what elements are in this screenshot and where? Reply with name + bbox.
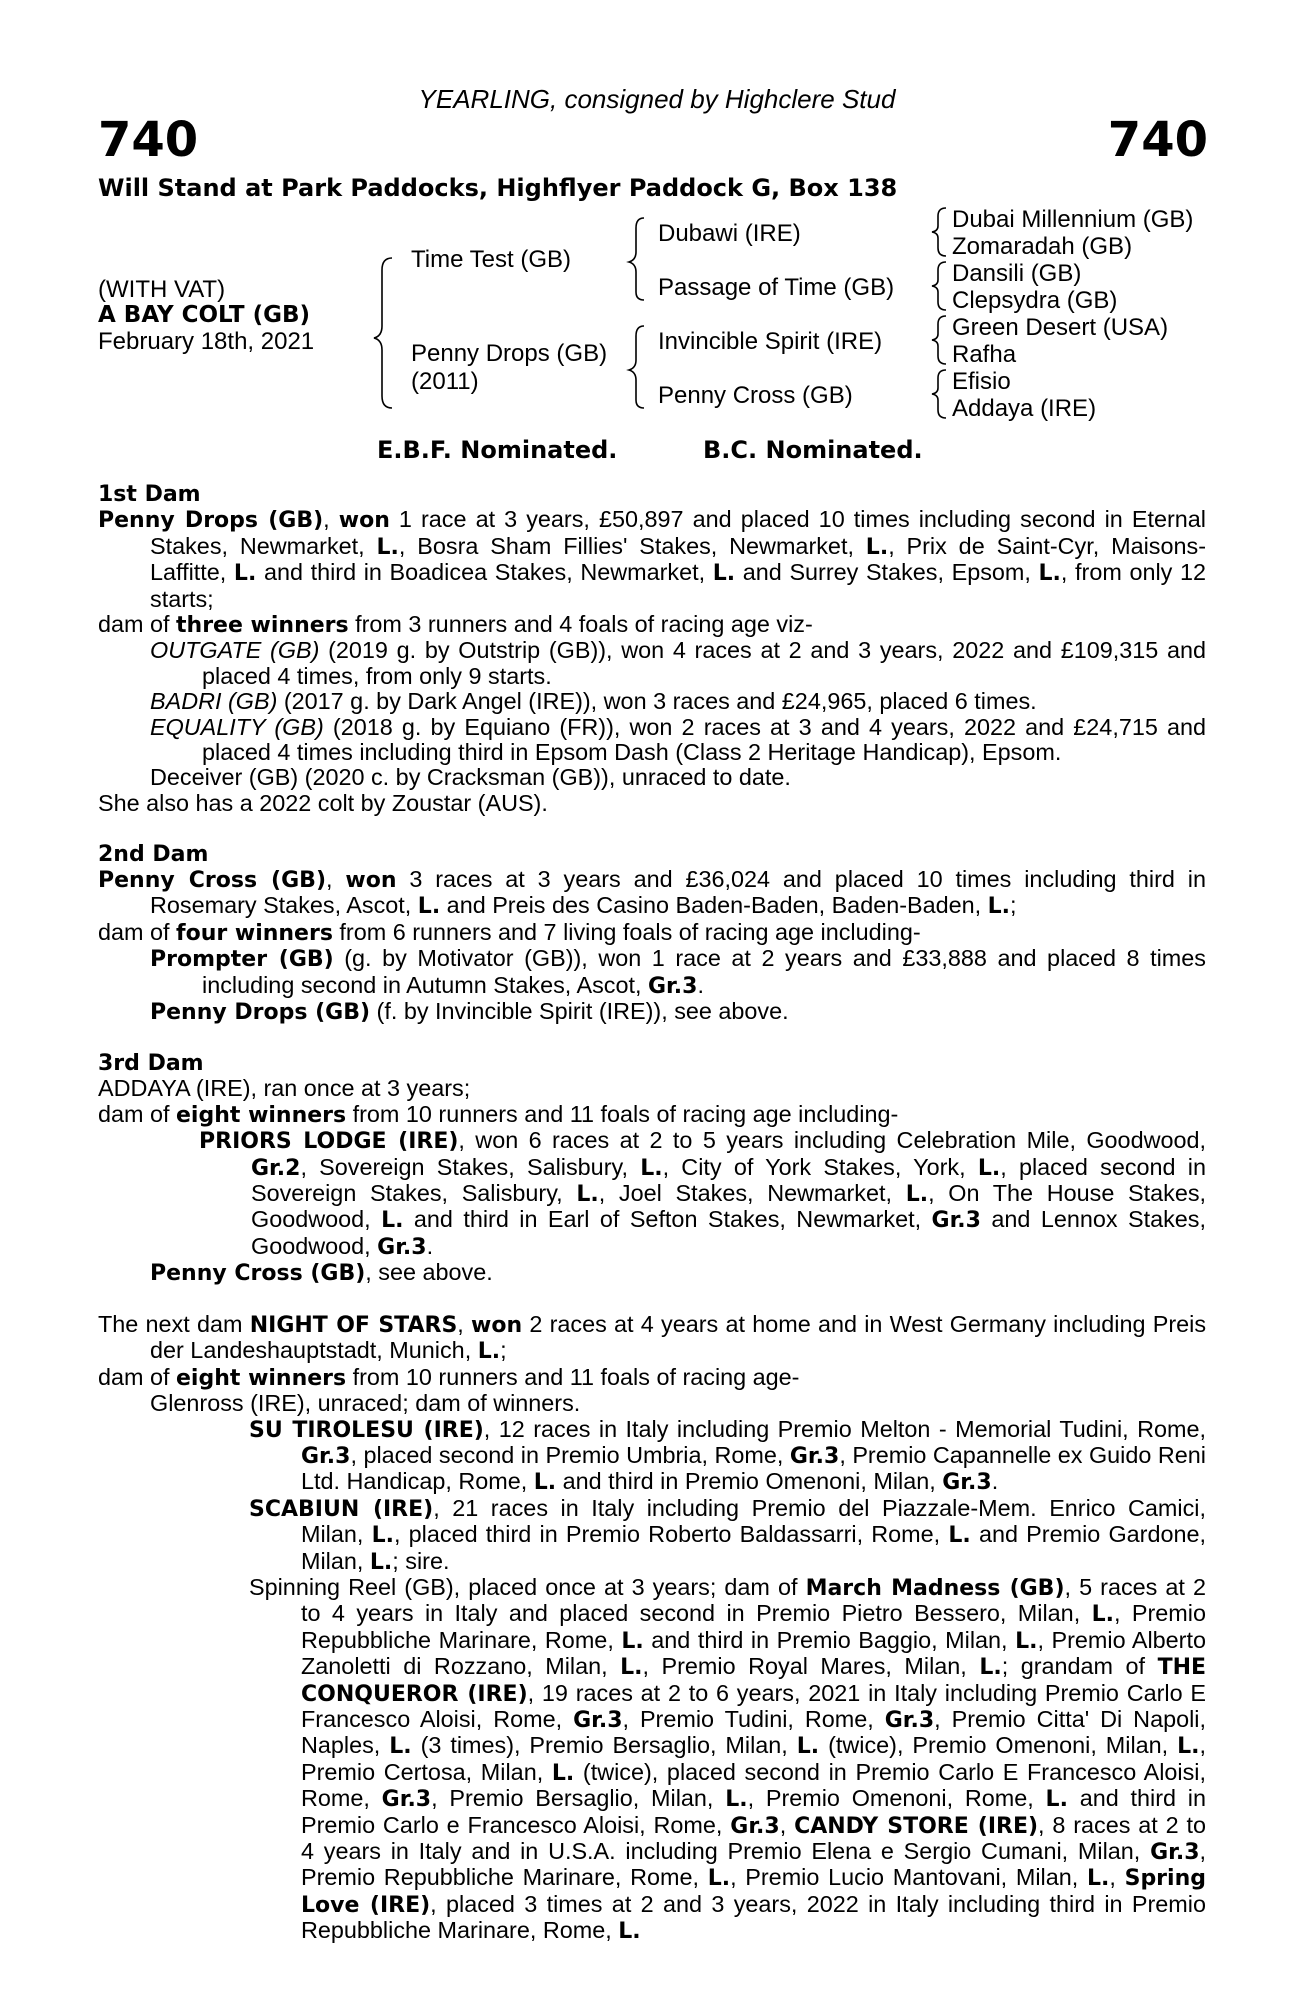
ebf-nominated: E.B.F. Nominated. [377,436,618,464]
second-dam-heading: 2nd Dam [98,841,209,867]
produce-su-tirolesu: SU TIROLESU (IRE), 12 races in Italy including Premio Melton - Memorial Tudini, Rome, Gr.3, placed second in Premio Umbria, Rome, Gr.3, Premio Capannelle ex Guido Reni Ltd. Handicap, Rome, L. and third in Premio Omenoni, Milan, Gr.3. [249,1415,1206,1496]
produce-prompter: Prompter (GB) (g. by Motivator (GB)), won 1 race at 2 years and £33,888 and placed 8 times including second in Autumn Stakes, Ascot, Gr.3. [150,945,1206,999]
stand-location: Will Stand at Park Paddocks, Highflyer Paddock G, Box 138 [98,174,898,202]
produce-glenross: Glenross (IRE), unraced; dam of winners. [150,1390,581,1417]
dam-dam: Penny Cross (GB) [658,382,853,409]
ancestor-7: Efisio [952,368,1011,395]
bc-nominated: B.C. Nominated. [703,436,923,464]
produce-equality: EQUALITY (GB) (2018 g. by Equiano (FR)), won 2 races at 3 and 4 years, 2022 and £24,715 and placed 4 times including third in Epsom Dash (Class 2 Heritage Handicap), Epsom. [150,713,1207,766]
fourth-dam-produce-summary: dam of eight winners from 10 runners and 11 foals of racing age- [98,1363,800,1391]
dam-year: (2011) [411,368,479,395]
ancestor-1: Dubai Millennium (GB) [952,206,1194,233]
produce-priors-lodge: PRIORS LODGE (IRE), won 6 races at 2 to 5 years including Celebration Mile, Goodwood, Gr.2, Sovereign Stakes, Salisbury, L., City of York Stakes, York, L., placed second in Sovereign Stakes, Salisbury, L., Joel Stakes, Newmarket, L., On The House Stakes, Goodwood, L. and third in Earl of Sefton Stakes, Newmarket, Gr.3 and Lennox Stakes, Goodwood, Gr.3. [199,1127,1207,1260]
produce-deceiver: Deceiver (GB) (2020 c. by Cracksman (GB)), unraced to date. [150,764,791,791]
produce-penny-cross: Penny Cross (GB), see above. [150,1259,493,1287]
first-dam-also: She also has a 2022 colt by Zoustar (AUS). [98,789,548,816]
first-dam-produce-summary: dam of three winners from 3 runners and 4 foals of racing age viz- [98,611,813,639]
sire-sire: Dubawi (IRE) [658,220,801,247]
ancestor-8: Addaya (IRE) [952,395,1097,422]
lot-number-left: 740 [98,112,199,168]
third-dam-record: ADDAYA (IRE), ran once at 3 years; [98,1075,471,1102]
sire-name: Time Test (GB) [411,246,572,273]
produce-scabiun: SCABIUN (IRE), 21 races in Italy including Premio del Piazzale-Mem. Enrico Camici, Milan, L., placed third in Premio Roberto Baldassarri, Rome, L. and Premio Gardone, Milan, L.; sire. [249,1494,1207,1575]
fourth-dam-record: The next dam NIGHT OF STARS, won 2 races at 4 years at home and in West Germany including Preis der Landeshauptstadt, Munich, L.; [98,1310,1207,1365]
foaling-date: February 18th, 2021 [98,328,315,355]
third-dam-heading: 3rd Dam [98,1050,204,1076]
dam-sire: Invincible Spirit (IRE) [658,328,883,355]
ancestor-3: Dansili (GB) [952,260,1082,287]
produce-penny-drops: Penny Drops (GB) (f. by Invincible Spirit (IRE)), see above. [150,998,789,1026]
sire-dam: Passage of Time (GB) [658,274,895,301]
produce-spinning-reel: Spinning Reel (GB), placed once at 3 years; dam of March Madness (GB), 5 races at 2 to 4 years in Italy and placed second in Premio Pietro Bessero, Milan, L., Premio Repubbliche Marinare, Rome, L. and third in Premio Baggio, Milan, L., Premio Alberto Zanoletti di Rozzano, Milan, L., Premio Royal Mares, Milan, L.; grandam of THE CONQUEROR (IRE), 19 races at 2 to 6 years, 2021 in Italy including Premio Carlo E Francesco Aloisi, Rome, Gr.3, Premio Tudini, Rome, Gr.3, Premio Citta' Di Napoli, Naples, L. (3 times), Premio Bersaglio, Milan, L. (twice), Premio Omenoni, Milan, L., Premio Certosa, Milan, L. (twice), placed second in Premio Carlo E Francesco Aloisi, Rome, Gr.3, Premio Bersaglio, Milan, L., Premio Omenoni, Rome, L. and third in Premio Carlo e Francesco Aloisi, Rome, Gr.3, CANDY STORE (IRE), 8 races at 2 to 4 years in Italy and in U.S.A. including Premio Elena e Sergio Cumani, Milan, Gr.3, Premio Repubbliche Marinare, Rome, L., Premio Lucio Mantovani, Milan, L., Spring Love (IRE), placed 3 times at 2 and 3 years, 2022 in Italy including third in Premio Repubbliche Marinare, Rome, L. [249,1574,1207,1945]
produce-outgate: OUTGATE (GB) (2019 g. by Outstrip (GB)), won 4 races at 2 and 3 years, 2022 and £109,315 and placed 4 times, from only 9 starts. [150,637,1206,689]
ancestor-5: Green Desert (USA) [952,314,1169,341]
second-dam-record: Penny Cross (GB), won 3 races at 3 years and £36,024 and placed 10 times including third in Rosemary Stakes, Ascot, L. and Preis des Casino Baden-Baden, Baden-Baden, L.; [98,866,1207,920]
vat-label: (WITH VAT) [98,276,226,303]
dam-name: Penny Drops (GB) [411,340,608,367]
ancestor-2: Zomaradah (GB) [952,233,1133,260]
first-dam-heading: 1st Dam [98,482,201,507]
first-dam-record: Penny Drops (GB), won 1 race at 3 years, £50,897 and placed 10 times including second in Eternal Stakes, Newmarket, L., Bosra Sham Fillies' Stakes, Newmarket, L., Prix de Saint-Cyr, Maisons-Laffitte, L. and third in Boadicea Stakes, Newmarket, L. and Surrey Stakes, Epsom, L., from only 12 starts; [98,506,1207,612]
produce-badri: BADRI (GB) (2017 g. by Dark Angel (IRE)), won 3 races and £24,965, placed 6 times. [150,688,1037,715]
second-dam-produce-summary: dam of four winners from 6 runners and 7 living foals of racing age including- [98,918,921,946]
ancestor-6: Rafha [952,341,1017,368]
lot-number-right: 740 [1107,112,1208,168]
ancestor-4: Clepsydra (GB) [952,287,1118,314]
catalogue-body [98,482,1206,1945]
horse-name: A BAY COLT (GB) [98,302,311,328]
consignor-line: YEARLING, consigned by Highclere Stud [418,84,896,114]
third-dam-produce-summary: dam of eight winners from 10 runners and 11 foals of racing age including- [98,1100,899,1128]
